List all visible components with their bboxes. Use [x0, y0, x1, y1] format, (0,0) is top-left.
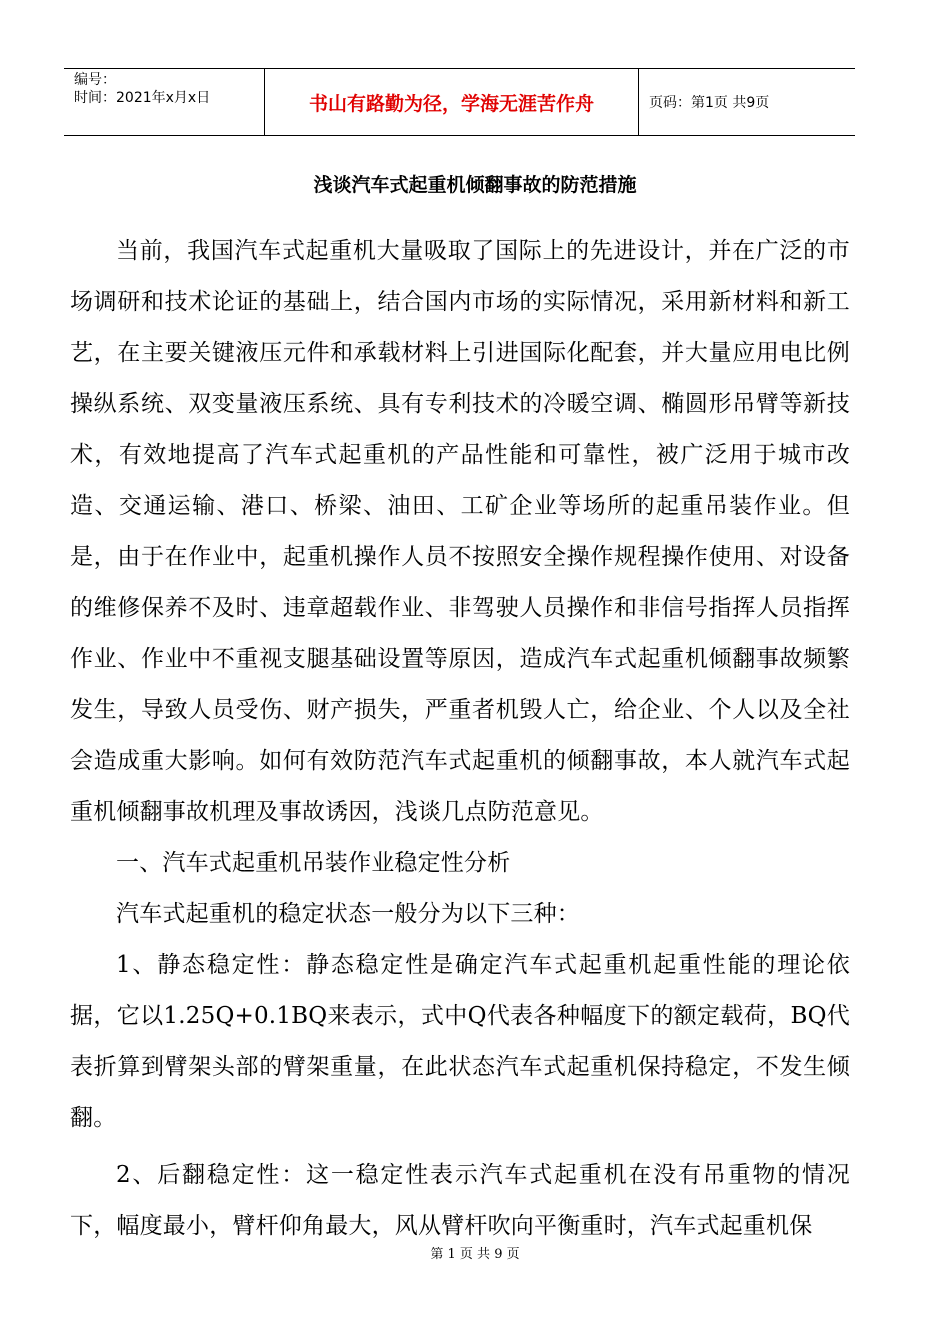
paragraph: 汽车式起重机的稳定状态一般分为以下三种：	[116, 901, 580, 927]
section-heading: 一、汽车式起重机吊装作业稳定性分析	[116, 850, 511, 876]
header-motto: 书山有路勤为径，学海无涯苦作舟	[265, 69, 639, 135]
page-footer: 第 1 页 共 9 页	[430, 1247, 520, 1262]
paragraph: 2、后翻稳定性：这一稳定性表示汽车式起重机在没有吊重物的情况下，幅度最小，臂杆仰角最大，风从臂杆吹向平衡重时，汽车式起重机保	[70, 1162, 850, 1239]
header-page-label: 页码：第1页 共9页	[649, 95, 770, 111]
header-meta-cell	[64, 69, 265, 135]
document-time-label: 时间：2021年x月x日	[74, 90, 211, 106]
paragraph: 1、静态稳定性：静态稳定性是确定汽车式起重机起重性能的理论依据，它以1.25Q+0.1BQ来表示，式中Q代表各种幅度下的额定载荷，BQ代表折算到臂架头部的臂架重量，在此状态汽车式起重机保持稳定，不发生倾翻。	[70, 952, 850, 1131]
document-body	[70, 226, 850, 1252]
paragraph: 当前，我国汽车式起重机大量吸取了国际上的先进设计，并在广泛的市场调研和技术论证的基础上，结合国内市场的实际情况，采用新材料和新工艺，在主要关键液压元件和承载材料上引进国际化配套，并大量应用电比例操纵系统、双变量液压系统、具有专利技术的冷暖空调、椭圆形吊臂等新技术，有效地提高了汽车式起重机的产品性能和可靠性，被广泛用于城市改造、交通运输、港口、桥梁、油田、工矿企业等场所的起重吊装作业。但是，由于在作业中，起重机操作人员不按照安全操作规程操作使用、对设备的维修保养不及时、违章超载作业、非驾驶人员操作和非信号指挥人员指挥作业、作业中不重视支腿基础设置等原因，造成汽车式起重机倾翻事故频繁发生，导致人员受伤、财产损失，严重者机毁人亡，给企业、个人以及全社会造成重大影响。如何有效防范汽车式起重机的倾翻事故，本人就汽车式起重机倾翻事故机理及事故诱因，浅谈几点防范意见。	[70, 238, 850, 825]
header-table	[64, 68, 855, 136]
document-title: 浅谈汽车式起重机倾翻事故的防范措施	[313, 174, 637, 196]
document-number-label: 编号：	[74, 72, 116, 88]
